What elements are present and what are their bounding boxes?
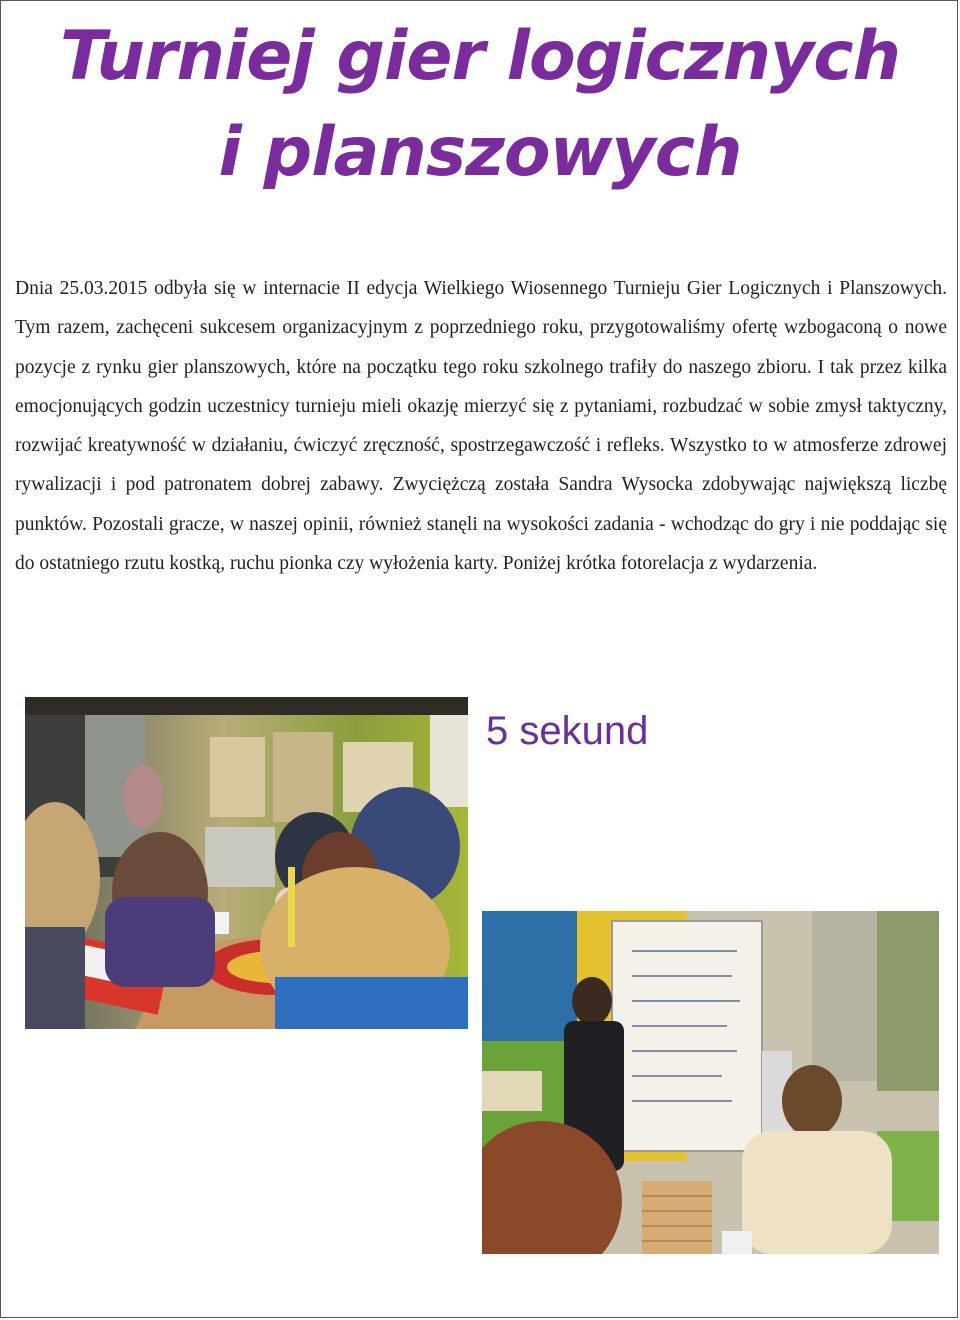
article-paragraph: Dnia 25.03.2015 odbyła się w internacie II edycja Wielkiego Wiosennego Turnieju Gier Logicznych i Planszowych. Tym razem, zachęceni sukcesem organizacyjnym z poprzedniego roku, przygotowaliśmy ofertę wzbogaconą o nowe pozycje z rynku gier planszowych, które na początku tego roku szkolnego trafiły do naszego zbioru. I tak przez kilka emocjonujących godzin uczestnicy turnieju mieli okazję mierzyć się z pytaniami, rozbudzać w sobie zmysł taktyczny, rozwijać kreatywność w działaniu, ćwiczyć zręczność, spostrzegawczość i refleks. Wszystko to w atmosferze zdrowej rywalizacji i pod patronatem dobrej zabawy. Zwyciężczą została Sandra Wysocka zdobywając największą liczbę punktów. Pozostali gracze, w naszej opinii, również stanęli na wysokości zadania - wchodząc do gry i nie poddając się do ostatniego rzutu kostką, ruchu pionka czy wyłożenia karty. Poniżej krótka fotorelacja z wydarzenia.	[15, 278, 947, 575]
photo-board-game-players	[25, 697, 468, 1029]
photo-caption: 5 sekund	[486, 709, 649, 753]
page-title-line-1: Turniej gier logicznych	[59, 17, 901, 96]
page-title-line-2: i planszowych	[218, 113, 742, 192]
photo-jenga-game	[482, 911, 939, 1254]
